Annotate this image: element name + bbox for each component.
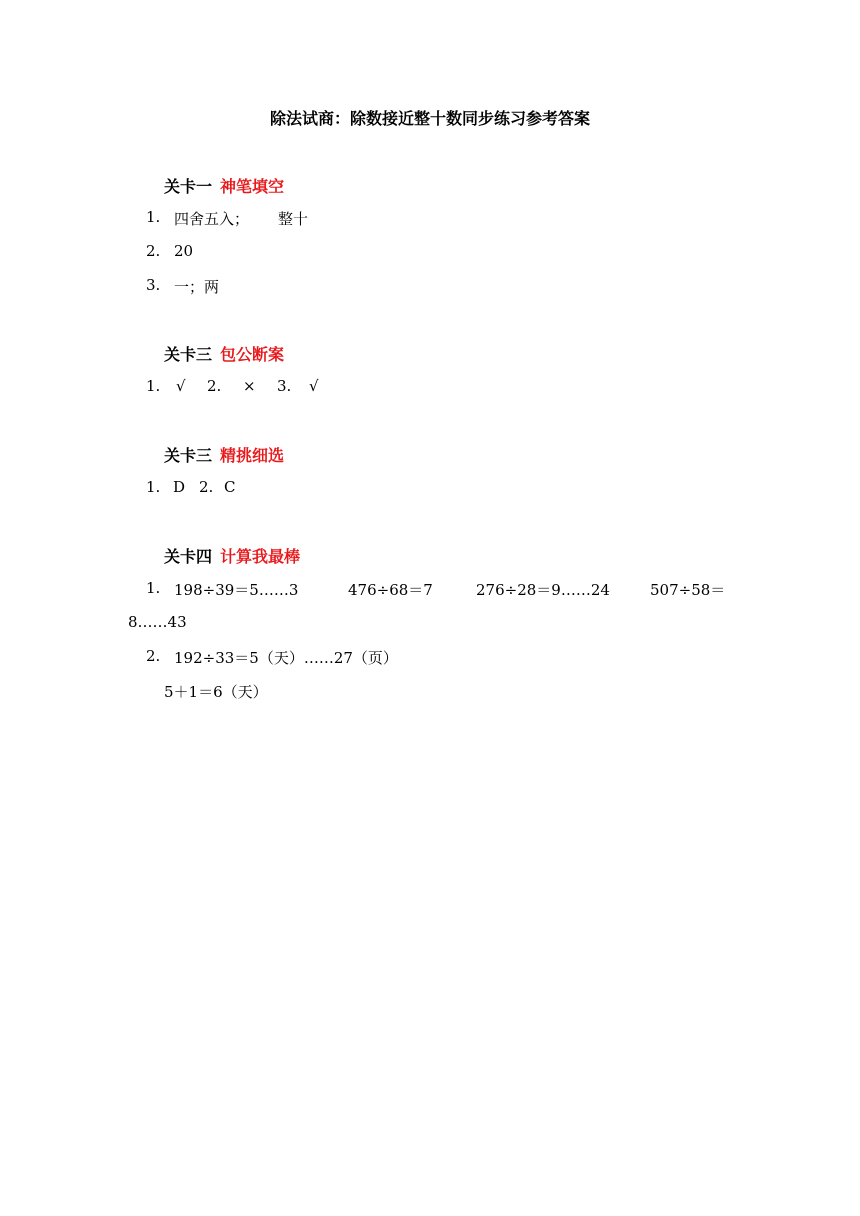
s4-q2-equation-2: 5＋1＝6（天）: [164, 683, 268, 701]
s4-q2-equation: 192÷33＝5（天）……27（页）: [174, 649, 398, 667]
section-2-heading: [164, 342, 284, 365]
s1-q1-answer-a: 四舍五入；: [174, 210, 250, 228]
s2-q2-answer: ×: [243, 377, 256, 395]
s3-q2-number: 2.: [199, 478, 214, 496]
section-2-label: 关卡三: [164, 345, 213, 364]
s4-q1-equation-1: 198÷39＝5……3: [174, 581, 299, 599]
s1-q2-number: 2.: [146, 242, 161, 260]
s3-q2-answer: C: [224, 478, 236, 496]
s2-q3-number: 3.: [277, 377, 292, 395]
s3-q1-number: 1.: [146, 478, 161, 496]
s3-q1-answer: D: [173, 478, 186, 496]
section-1-name: 神笔填空: [220, 177, 285, 196]
section-4-heading: [164, 544, 300, 567]
document-title: 除法试商：除数接近整十数同步练习参考答案: [269, 109, 590, 128]
section-1-heading: [164, 174, 284, 197]
section-4-name: 计算我最棒: [220, 547, 301, 566]
section-3-name: 精挑细选: [220, 446, 285, 465]
s2-q1-number: 1.: [146, 377, 161, 395]
section-2-name: 包公断案: [220, 345, 285, 364]
s4-q1-equation-4-continued: 8……43: [128, 613, 187, 631]
s4-q1-number: 1.: [146, 579, 161, 597]
s1-q2-answer: 20: [174, 242, 194, 260]
section-1-label: 关卡一: [164, 177, 213, 196]
s2-q3-answer: √: [309, 377, 319, 395]
s2-q1-answer: √: [176, 377, 186, 395]
section-3-label: 关卡三: [164, 446, 213, 465]
s4-q1-equation-3: 276÷28＝9……24: [476, 581, 610, 599]
section-4-label: 关卡四: [164, 547, 213, 566]
s4-q1-equation-4: 507÷58＝: [650, 581, 726, 599]
s1-q1-number: 1.: [146, 208, 161, 226]
s4-q1-equation-2: 476÷68＝7: [348, 581, 433, 599]
s1-q3-number: 3.: [146, 276, 161, 294]
s1-q1-answer-b: 整十: [278, 210, 309, 228]
s4-q2-number: 2.: [146, 647, 161, 665]
section-3-heading: [164, 443, 284, 466]
s1-q3-answer: 一；两: [174, 278, 220, 296]
s2-q2-number: 2.: [207, 377, 222, 395]
